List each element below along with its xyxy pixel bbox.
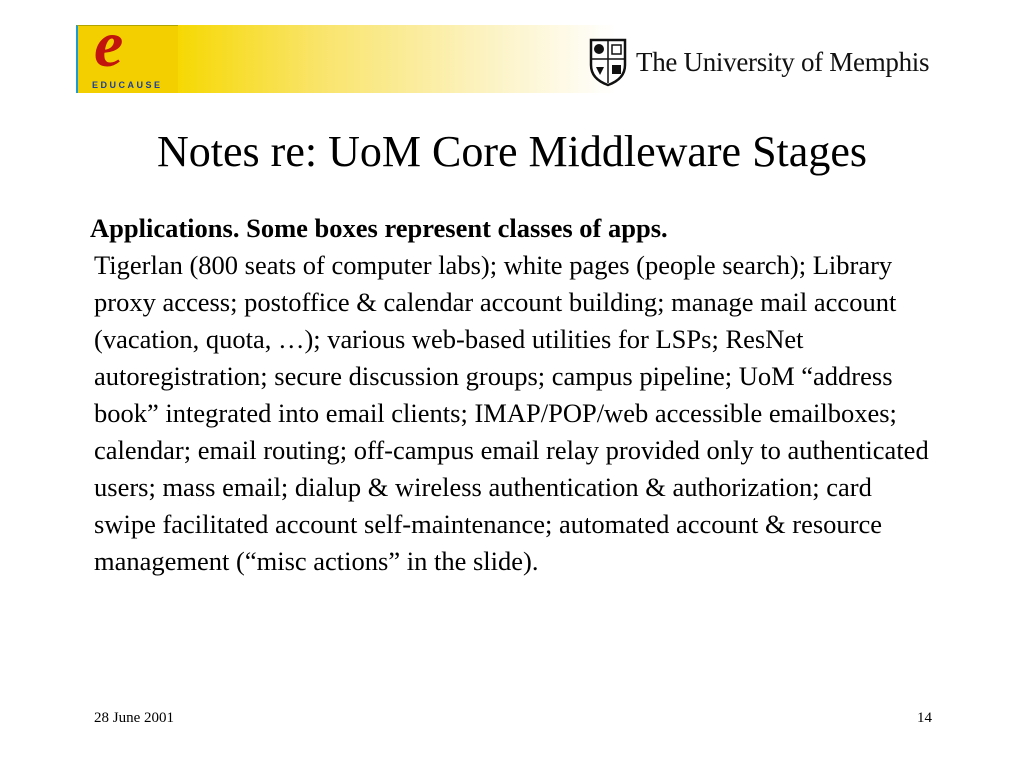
- body-lead: Applications. Some boxes represent classes of apps.: [90, 213, 668, 243]
- body-text: Tigerlan (800 seats of computer labs); white pages (people search); Library proxy access; postoffice & calendar account building; manage mail account (vacation, quota, …); various web-based utilities for LSPs; ResNet autoregistration; secure discussion groups; campus pipeline; UoM “address book” integrated into email clients; IMAP/POP/web accessible emailboxes; calendar; email routing; off-campus email relay provided only to authenticated users; mass email; dialup & wireless authentication & authorization; card swipe facilitated account self-maintenance; automated account & resource management (“misc actions” in the slide).: [94, 250, 929, 576]
- university-name: The University of Memphis: [636, 46, 930, 77]
- slide-title: Notes re: UoM Core Middleware Stages: [157, 127, 867, 176]
- slide-body: [90, 210, 940, 580]
- footer-date: 28 June 2001: [94, 710, 174, 726]
- educause-logo: [76, 8, 178, 93]
- page-number: 14: [917, 710, 932, 726]
- university-seal-icon: [588, 37, 628, 87]
- educause-logo-text: EDUCAUSE: [92, 80, 163, 90]
- university-logo: [588, 36, 929, 88]
- educause-logo-letter: e: [94, 8, 124, 81]
